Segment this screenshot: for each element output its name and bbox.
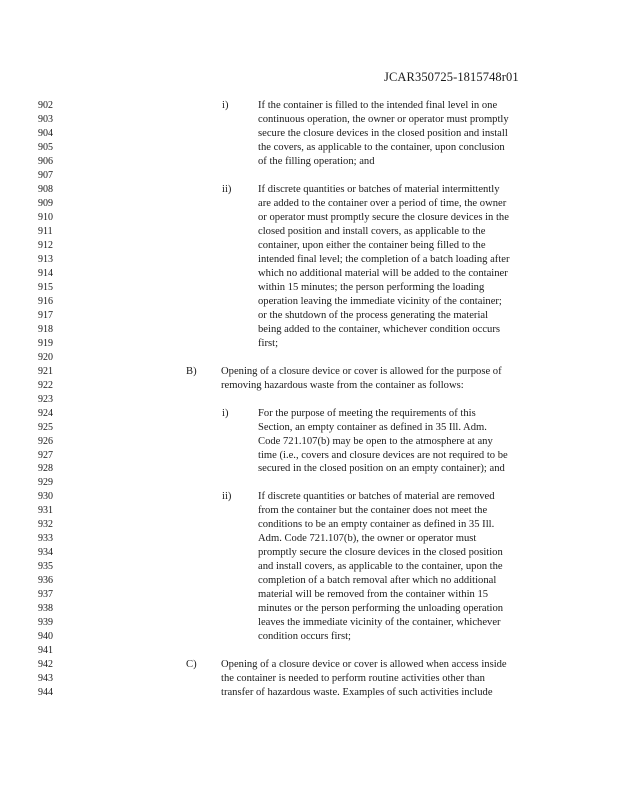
text-line: from the container but the container does not meet the <box>258 505 488 517</box>
text-line: If the container is filled to the intended final level in one <box>258 100 498 111</box>
line-number: 914 <box>38 267 53 279</box>
text-line: intended final level; the completion of a batch loading after <box>258 253 510 265</box>
line-number: 923 <box>38 393 53 405</box>
text-line: or the shutdown of the process generating the material <box>258 309 489 321</box>
text-line: are added to the container over a period of time, the owner <box>258 197 507 209</box>
line-number: 920 <box>38 351 53 363</box>
line-number: 936 <box>38 575 53 587</box>
text-line: leaves the immediate vicinity of the container, whichever <box>258 617 501 629</box>
text-line: continuous operation, the owner or operator must promptly <box>258 113 509 125</box>
line-number: 941 <box>38 645 53 657</box>
line-number: 911 <box>38 225 53 237</box>
text-line: container, upon either the container being filled to the <box>258 239 486 251</box>
line-number: 927 <box>38 449 53 461</box>
line-number: 912 <box>38 239 53 251</box>
text-line: Section, an empty container as defined in 35 Ill. Adm. <box>258 421 487 433</box>
text-line: If discrete quantities or batches of material intermittently <box>258 183 500 195</box>
text-line: removing hazardous waste from the container as follows: <box>221 379 464 391</box>
line-number: 934 <box>38 547 53 559</box>
text-line: For the purpose of meeting the requirements of this <box>258 407 476 419</box>
line-number: 909 <box>38 197 53 209</box>
line-number: 926 <box>38 435 53 447</box>
line-number: 921 <box>38 365 53 377</box>
line-number: 935 <box>38 561 53 573</box>
text-line: closed position and install covers, as applicable to the <box>258 225 486 237</box>
paragraph-marker: C) <box>186 659 197 671</box>
text-line: If discrete quantities or batches of material are removed <box>258 491 495 503</box>
line-number: 928 <box>38 463 53 475</box>
line-number: 918 <box>38 323 53 335</box>
line-number: 930 <box>38 491 53 503</box>
text-line: Opening of a closure device or cover is allowed for the purpose of <box>221 365 502 377</box>
line-number: 910 <box>38 211 53 223</box>
line-number: 907 <box>38 169 53 181</box>
text-line: Code 721.107(b) may be open to the atmosphere at any <box>258 435 493 447</box>
line-number: 929 <box>38 477 53 489</box>
paragraph-marker: B) <box>186 365 197 377</box>
text-line: promptly secure the closure devices in the closed position <box>258 547 503 559</box>
paragraph-marker: ii) <box>222 183 232 195</box>
text-line: the container is needed to perform routine activities other than <box>221 673 485 685</box>
line-number: 942 <box>38 659 53 671</box>
line-number: 906 <box>38 155 53 167</box>
line-number: 919 <box>38 337 53 349</box>
text-line: which no additional material will be added to the container <box>258 267 508 279</box>
line-number: 913 <box>38 253 53 265</box>
text-line: or operator must promptly secure the closure devices in the <box>258 211 509 223</box>
text-line: of the filling operation; and <box>258 155 375 167</box>
text-line: and install covers, as applicable to the container, upon the <box>258 561 503 573</box>
line-number: 938 <box>38 603 53 615</box>
document-id: JCAR350725-1815748r01 <box>384 70 519 84</box>
line-number: 931 <box>38 505 53 517</box>
line-number: 916 <box>38 295 53 307</box>
text-line: being added to the container, whichever condition occurs <box>258 323 500 335</box>
line-number: 939 <box>38 617 53 629</box>
text-line: conditions to be an empty container as defined in 35 Ill. <box>258 519 495 531</box>
line-number: 932 <box>38 519 53 531</box>
line-number: 933 <box>38 533 53 545</box>
line-number: 908 <box>38 183 53 195</box>
text-line: secure the closure devices in the closed position and install <box>258 127 508 139</box>
text-line: completion of a batch removal after which no additional <box>258 575 497 587</box>
line-number: 944 <box>38 687 53 699</box>
text-line: the covers, as applicable to the container, upon conclusion <box>258 141 505 153</box>
text-line: time (i.e., covers and closure devices are not required to be <box>258 449 508 461</box>
text-line: first; <box>258 337 279 349</box>
line-number: 925 <box>38 421 53 433</box>
paragraph-marker: i) <box>222 407 229 419</box>
text-line: Adm. Code 721.107(b), the owner or operator must <box>258 533 477 545</box>
line-number: 917 <box>38 309 53 321</box>
line-number: 905 <box>38 141 53 153</box>
line-number: 940 <box>38 631 53 643</box>
text-line: Opening of a closure device or cover is allowed when access inside <box>221 659 507 671</box>
paragraph-marker: ii) <box>222 491 232 503</box>
line-number: 922 <box>38 379 53 391</box>
line-number: 924 <box>38 407 53 419</box>
line-number: 937 <box>38 589 53 601</box>
text-line: minutes or the person performing the unloading operation <box>258 603 504 615</box>
text-line: secured in the closed position on an empty container); and <box>258 463 505 475</box>
text-line: material will be removed from the container within 15 <box>258 589 489 601</box>
text-line: condition occurs first; <box>258 631 351 643</box>
paragraph-marker: i) <box>222 100 229 111</box>
text-line: transfer of hazardous waste. Examples of such activities include <box>221 687 493 699</box>
line-number: 902 <box>38 100 53 111</box>
line-number: 903 <box>38 113 53 125</box>
text-line: operation leaving the immediate vicinity of the container; <box>258 295 502 307</box>
text-line: within 15 minutes; the person performing the loading <box>258 281 485 293</box>
line-number: 943 <box>38 673 53 685</box>
line-number: 915 <box>38 281 53 293</box>
line-number: 904 <box>38 127 53 139</box>
